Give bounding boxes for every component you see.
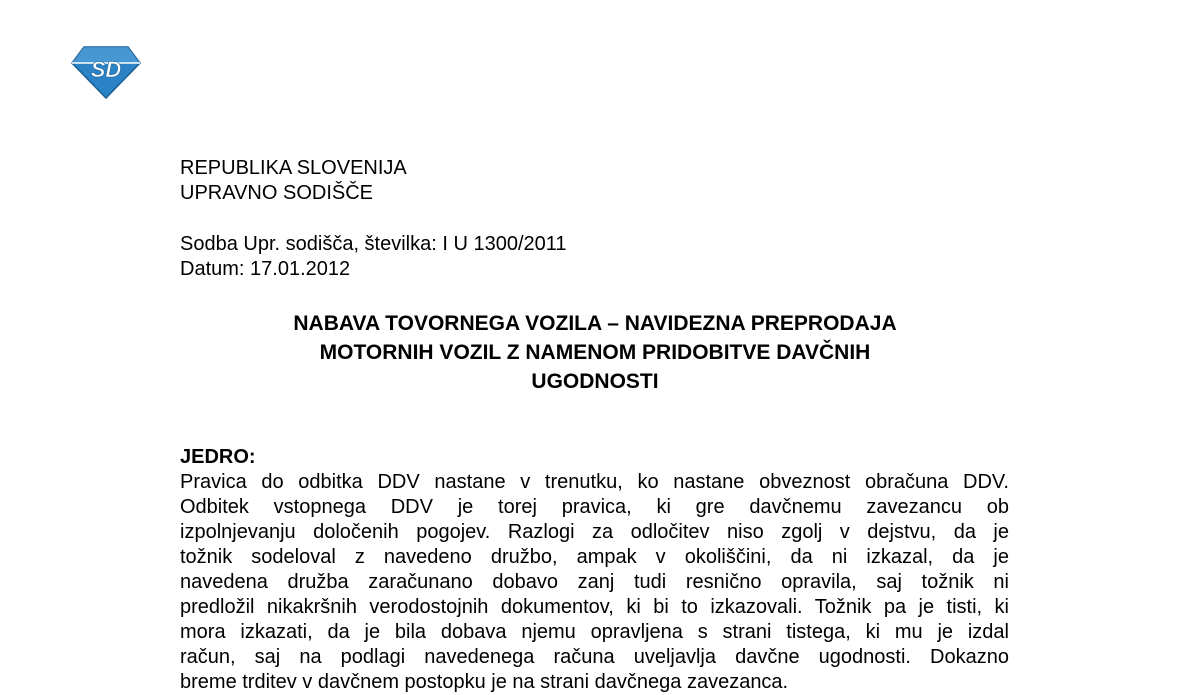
title-line: NABAVA TOVORNEGA VOZILA – NAVIDEZNA PREPRODAJA (293, 312, 897, 335)
document-header (180, 156, 407, 206)
court-name: UPRAVNO SODIŠČE (180, 182, 373, 204)
title-line: MOTORNIH VOZIL Z NAMENOM PRIDOBITVE DAVČNIH (319, 341, 871, 364)
core-section (180, 445, 1009, 695)
core-text-line: navedena družba zaračunano dobavo zanj tudi resnično opravila, saj tožnik ni (180, 571, 1009, 593)
logo-text: SD (90, 57, 122, 82)
core-text-line: breme trditev v davčnem postopku je na strani davčnega zavezanca. (180, 671, 789, 693)
core-text-line: tožnik sodeloval z navedeno družbo, ampak v okoliščini, da ni izkazal, da je (180, 546, 1009, 568)
judgment-date: Datum: 17.01.2012 (180, 258, 351, 280)
core-text-line: mora izkazati, da je bila dobava njemu opravljena s strani tistega, ki mu je izdal (180, 621, 1009, 643)
document-meta (180, 232, 567, 282)
core-text-line: Pravica do odbitka DDV nastane v trenutku, ko nastane obveznost obračuna DDV. (180, 471, 1009, 493)
core-text-line: Odbitek vstopnega DDV je torej pravica, ki gre davčnemu zavezancu ob (180, 496, 1009, 518)
core-heading: JEDRO: (180, 446, 256, 468)
core-text-line: izpolnjevanju določenih pogojev. Razlogi za odločitev niso zgolj v dejstvu, da je (180, 521, 1009, 543)
core-text-line: predložil nikakršnih verodostojnih dokumentov, ki bi to izkazovali. Tožnik pa je tisti, ki (180, 596, 1009, 618)
document-title (180, 309, 1010, 396)
diamond-logo-icon (70, 44, 142, 100)
country-name: REPUBLIKA SLOVENIJA (180, 157, 407, 179)
core-text-line: račun, saj na podlagi navedenega računa uveljavlja davčne ugodnosti. Dokazno (180, 646, 1009, 668)
company-logo (70, 44, 142, 100)
judgment-number: Sodba Upr. sodišča, številka: I U 1300/2011 (180, 233, 567, 255)
title-line: UGODNOSTI (531, 370, 659, 393)
